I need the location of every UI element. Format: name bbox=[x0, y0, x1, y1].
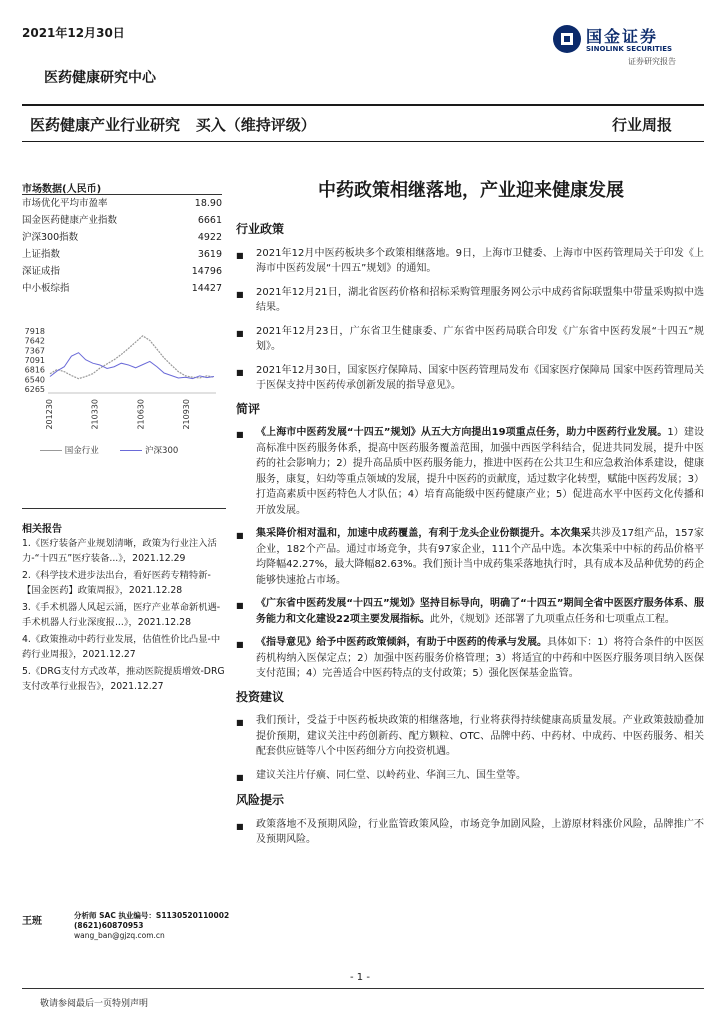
brand-name: 国金证券 bbox=[586, 27, 659, 46]
y-tick-label: 6265 bbox=[24, 385, 45, 394]
section-title-risk: 风险提示 bbox=[236, 793, 285, 807]
market-row bbox=[22, 246, 222, 263]
header-divider bbox=[22, 104, 704, 106]
market-row bbox=[22, 212, 222, 229]
market-label: 市场优化平均市盈率 bbox=[22, 198, 108, 209]
bullet-icon: ■ bbox=[236, 718, 244, 727]
x-tick-label: 210630 bbox=[136, 399, 146, 430]
comment-item bbox=[236, 526, 704, 588]
rating: 买入（维持评级） bbox=[195, 116, 316, 134]
x-tick-label: 210930 bbox=[182, 399, 192, 430]
comment-item bbox=[236, 635, 704, 682]
market-value: 14427 bbox=[191, 283, 222, 294]
legend-label-hs300: 沪深300 bbox=[145, 446, 179, 456]
legend-line-blue bbox=[120, 450, 142, 451]
report-date: 2021年12月30日 bbox=[22, 26, 125, 40]
analyst-email[interactable]: wang_ban@gjzq.com.cn bbox=[74, 931, 165, 940]
bullet-icon: ■ bbox=[236, 430, 244, 439]
market-row bbox=[22, 280, 222, 297]
industry-rating bbox=[30, 114, 316, 135]
market-value: 14796 bbox=[191, 266, 222, 277]
market-label: 国金医药健康产业指数 bbox=[22, 215, 118, 226]
market-value: 6661 bbox=[197, 215, 222, 226]
bullet-icon: ■ bbox=[236, 601, 244, 610]
y-tick-label: 6540 bbox=[24, 375, 45, 385]
brand-name-en: SINOLINK SECURITIES bbox=[586, 45, 673, 53]
comment-lead: 《指导意见》给予中医药政策倾斜，有助于中医药的传承与发展。 bbox=[256, 637, 548, 648]
industry-name: 医药健康产业行业研究 bbox=[30, 116, 181, 134]
comment-body: 共涉及17组产品，157家企业，182个产品。通过市场竞争，共有97家企业，111个产品中选。本次集采中中标的药品价格平均降幅42.27%，最大降幅82.63%。我们预计当中成药集采落地执行时，具有成本及品种优势的药企能够快速抢占市场。 bbox=[256, 528, 705, 586]
x-tick-label: 210330 bbox=[90, 399, 100, 430]
series-line-1 bbox=[50, 353, 214, 379]
market-data-heading: 市场数据(人民币) bbox=[22, 184, 102, 195]
y-tick-label: 7367 bbox=[24, 346, 45, 356]
market-label: 沪深300指数 bbox=[22, 232, 79, 243]
y-tick-label: 7642 bbox=[24, 336, 45, 346]
policy-item bbox=[236, 324, 704, 355]
comment-lead: 《上海市中医药发展“十四五”规划》从五大方向提出19项重点任务，助力中医药行业发展。 bbox=[256, 427, 668, 438]
bullet-icon: ■ bbox=[236, 328, 244, 338]
policy-text: 2021年12月23日，广东省卫生健康委、广东省中医药局联合印发《广东省中医药发展“十四五”规划》。 bbox=[256, 325, 704, 352]
comment-lead: 《广东省中医药发展“十四五”规划》坚持目标导向，明确了“十四五”期间全省中医医疗服务体系、服务能力和文化建设22项主要发展指标。 bbox=[256, 598, 704, 625]
advice-item bbox=[236, 768, 704, 786]
brand-mark-icon bbox=[552, 24, 582, 54]
report-title: 中药政策相继落地，产业迎来健康发展 bbox=[318, 180, 624, 201]
x-tick-label: 201230 bbox=[45, 399, 54, 430]
bullet-icon: ■ bbox=[236, 531, 244, 540]
market-value: 18.90 bbox=[194, 198, 222, 209]
section-title-policy: 行业政策 bbox=[236, 222, 285, 236]
risk-text: 政策落地不及预期风险，行业监管政策风险，市场竞争加剧风险，上游原材料涨价风险，品牌推广不及预期风险。 bbox=[256, 818, 704, 845]
advice-text: 我们预计，受益于中医药板块政策的相继落地，行业将获得持续健康高质量发展。产业政策鼓励叠加提价预期，建议关注中药创新药、配方颗粒、OTC、品牌中药、中药材、中成药、中医药服务、相关配套供应链等八个中医药细分方向投资机遇。 bbox=[256, 715, 704, 757]
policy-text: 2021年12月中医药板块多个政策相继落地。9日，上海市卫健委、上海市中医药管理局关于印发《上海市中医药发展“十四五”规划》的通知。 bbox=[256, 247, 704, 274]
research-center: 医药健康研究中心 bbox=[44, 70, 156, 86]
related-report-item[interactable]: 2.《科学技术进步法出台，看好医药专精特新-【国金医药】政策周报》，2021.12.28 bbox=[22, 570, 211, 596]
y-tick-label: 7091 bbox=[24, 356, 45, 366]
market-value: 3619 bbox=[197, 249, 222, 260]
analyst-phone: (8621)60870953 bbox=[74, 921, 144, 930]
advice-item bbox=[236, 713, 704, 760]
analyst-info bbox=[74, 911, 229, 941]
market-row bbox=[22, 263, 222, 280]
y-tick-label: 6816 bbox=[24, 365, 45, 375]
author-name: 王班 bbox=[22, 916, 42, 927]
index-trend-chart bbox=[22, 325, 222, 460]
main-content bbox=[236, 222, 704, 856]
y-tick-label: 7918 bbox=[24, 327, 45, 336]
bullet-icon: ■ bbox=[236, 367, 244, 377]
related-report-item[interactable]: 4.《政策推动中药行业发展，估值性价比凸显-中药行业周报》，2021.12.27 bbox=[22, 634, 221, 660]
comment-body: 此外，《规划》还部署了九项重点任务和七项重点工程。 bbox=[429, 613, 675, 625]
advice-text: 建议关注片仔癀、同仁堂、以岭药业、华润三九、国生堂等。 bbox=[256, 769, 526, 781]
report-type: 行业周报 bbox=[612, 116, 673, 134]
series-line-0 bbox=[50, 336, 214, 379]
market-row bbox=[22, 229, 222, 246]
comment-item bbox=[236, 425, 704, 518]
footer-divider bbox=[22, 988, 704, 989]
bullet-icon: ■ bbox=[236, 289, 244, 299]
report-category: 证券研究报告 bbox=[628, 57, 676, 66]
related-report-item[interactable]: 3.《手术机器人风起云涌，医疗产业革命新机遇-手术机器人行业深度报...》，2021.12.28 bbox=[22, 602, 221, 628]
policy-item bbox=[236, 363, 704, 394]
bullet-icon: ■ bbox=[236, 640, 244, 649]
market-label: 上证指数 bbox=[22, 249, 61, 260]
comment-body: 具体如下：1）将符合条件的中医医药机构纳入医保定点；2）加强中医药服务价格管理；3）将适宜的中药和中医医疗服务项目纳入医保支付范围；4）完善适合中医药特点的支付政策；5）强化医保基金监管。 bbox=[256, 637, 704, 679]
comment-text bbox=[256, 596, 704, 627]
left-divider bbox=[22, 508, 226, 509]
section-title-comment: 简评 bbox=[236, 401, 261, 416]
policy-item bbox=[236, 285, 704, 316]
policy-text: 2021年12月21日，湖北省医药价格和招标采购管理服务网公示中成药省际联盟集中带量采购拟中选结果。 bbox=[256, 286, 704, 313]
policy-item bbox=[236, 246, 704, 277]
market-row bbox=[22, 195, 222, 212]
market-value: 4922 bbox=[197, 232, 222, 243]
comment-item bbox=[236, 596, 704, 627]
risk-item bbox=[236, 817, 704, 848]
comment-body: 1）建设高标准中医药服务体系，提高中医药服务覆盖范围，加强中西医学科结合，促进共同发展，提升中医药的社会影响力；2）提升高品质中医药服务能力，推进中医药在公共卫生和应急救治体系建设，健康服务，康复，妇幼等重点领域的发展，提升中医药的贡献度，适过数字化转型，赋能中医药发展；3）打造高素质中医药特色人才队伍；4）培育高能级中医药健康产业；5）促进高水平中医药文化传播和开放发展。 bbox=[256, 427, 704, 516]
comment-text bbox=[256, 635, 704, 682]
brand-logo bbox=[552, 24, 702, 64]
related-report-item[interactable]: 5.《DRG支付方式改革，推动医院提质增效-DRG支付改革行业报告》，2021.12.27 bbox=[22, 666, 225, 692]
related-report-item[interactable]: 1.《医疗装备产业规划清晰，政策为行业注入活力-“十四五”医疗装备...》，2021.12.29 bbox=[22, 538, 217, 564]
comment-lead: 集采降价相对温和，加速中成药覆盖，有利于龙头企业份额提升。本次集采 bbox=[256, 528, 591, 539]
related-reports-heading: 相关报告 bbox=[22, 524, 62, 535]
disclaimer-note[interactable]: 敬请参阅最后一页特别声明 bbox=[40, 999, 149, 1009]
comment-text bbox=[256, 526, 704, 588]
chart-legend bbox=[40, 444, 178, 456]
page-number: - 1 - bbox=[350, 972, 370, 983]
policy-text: 2021年12月30日，国家医疗保障局、国家中医药管理局发布《国家医疗保障局 国家中医药管理局关于医保支持中医药传承创新发展的指导意见》。 bbox=[256, 364, 704, 391]
market-label: 深证成指 bbox=[22, 266, 61, 277]
market-data-table bbox=[22, 194, 222, 297]
market-label: 中小板综指 bbox=[22, 283, 70, 294]
comment-text bbox=[256, 425, 704, 518]
related-reports-list bbox=[22, 536, 226, 696]
legend-line-gray bbox=[40, 450, 62, 451]
bullet-icon: ■ bbox=[236, 821, 244, 831]
header-divider-2 bbox=[22, 141, 704, 142]
analyst-license: 分析师 SAC 执业编号：S1130520110002 bbox=[74, 911, 230, 920]
section-title-advice: 投资建议 bbox=[236, 689, 285, 704]
legend-label-industry: 国金行业 bbox=[64, 446, 99, 456]
bullet-icon: ■ bbox=[236, 772, 244, 782]
bullet-icon: ■ bbox=[236, 250, 244, 260]
